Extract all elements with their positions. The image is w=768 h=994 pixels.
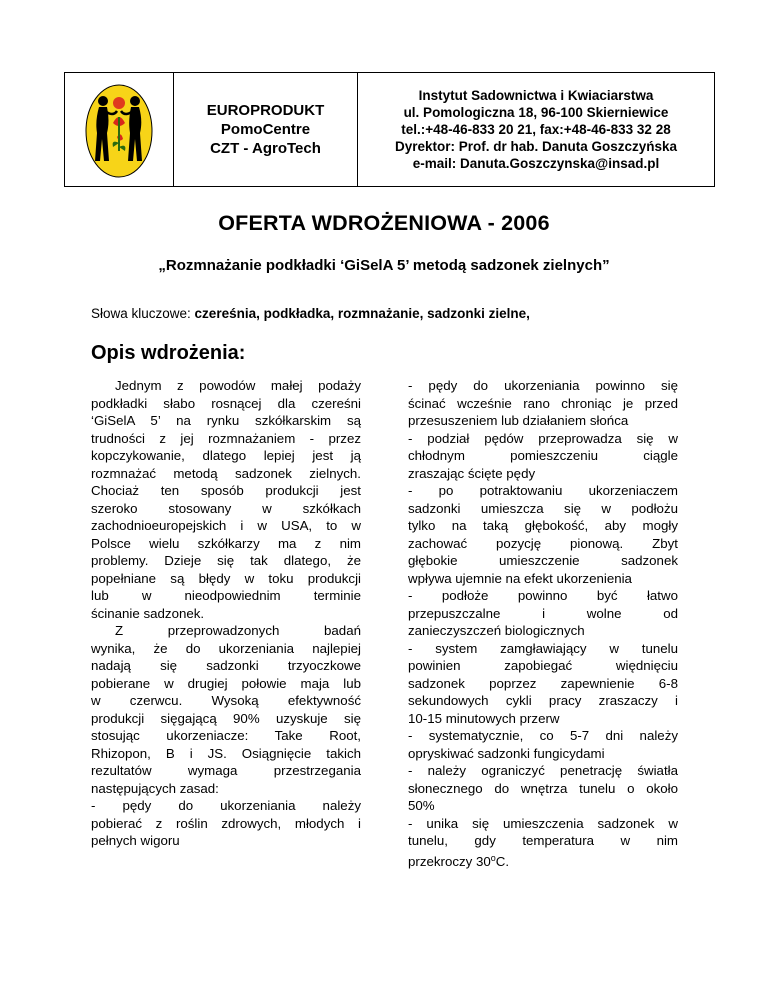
company-name: PomoCentre xyxy=(220,121,311,138)
text-line: podkładki słabo rosnącej dla czereśni xyxy=(91,395,361,411)
institute-name: Instytut Sadownictwa i Kwiaciarstwa xyxy=(418,88,654,103)
text-line: sekundowych cykli pracy zraszaczy i xyxy=(408,693,678,708)
text-line: zachodnioeuropejskich i w USA, to w xyxy=(91,518,361,533)
right-column xyxy=(408,377,678,870)
adam-and-eve-logo-icon xyxy=(83,81,155,179)
text-line: przesuszeniem lub działaniem słońca xyxy=(408,413,629,428)
text-line: ścinanie sadzonek. xyxy=(91,605,205,621)
text-line: popełniane są błędy w toku produkcji xyxy=(91,570,361,586)
text-line: opryskiwać sadzonki fungicydami xyxy=(408,745,605,761)
text-line: - po potraktowaniu ukorzeniaczem xyxy=(408,483,678,498)
text-line: zraszając ścięte pędy xyxy=(408,465,536,481)
text-line: produkcji sięgającą 90% uzyskuje się xyxy=(91,710,361,726)
text-line: - system zamgławiający w tunelu xyxy=(408,640,678,656)
text-line: pełnych wigoru xyxy=(91,833,180,848)
text-line: - należy ograniczyć penetrację światła xyxy=(408,763,678,778)
logo-cell xyxy=(65,73,174,186)
keywords-label: Słowa kluczowe: xyxy=(91,306,195,321)
text-line: - pędy do ukorzeniania należy xyxy=(91,798,361,813)
text-line: Polsce wielu szkółkarzy ma z nim xyxy=(91,535,361,551)
institute-address: ul. Pomologiczna 18, 96-100 Skierniewice xyxy=(403,105,669,120)
text-line: sadzonek poprzez zapewnienie 6-8 xyxy=(408,675,678,691)
keywords-value: czereśnia, podkładka, rozmnażanie, sadzonki zielne, xyxy=(194,306,530,321)
header-table xyxy=(64,72,715,187)
text-line: przepuszczalne i wolne od xyxy=(408,605,678,621)
text-line: Rhizopon, B i JS. Osiągnięcie takich xyxy=(91,745,361,761)
text-line: - podział pędów przeprowadza się w xyxy=(408,430,678,446)
company-name: EUROPRODUKT xyxy=(206,102,325,119)
text-line: zanieczyszczeń biologicznych xyxy=(408,623,585,638)
text-line: Chociaż ten sposób produkcji jest xyxy=(91,483,361,498)
text-line: nadają się sadzonki trzyoczkowe xyxy=(91,658,361,673)
text-line xyxy=(408,850,678,871)
page-title: OFERTA WDROŻENIOWA - 2006 xyxy=(218,211,550,235)
text-line: wpływa ujemnie na efekt ukorzenienia xyxy=(408,570,632,586)
text-line: wynika, że do ukorzeniania najlepiej xyxy=(91,640,361,656)
institute-phone: tel.:+48-46-833 20 21, fax:+48-46-833 32 28 xyxy=(401,122,671,137)
text-line: - pędy do ukorzeniania powinno się xyxy=(408,378,678,393)
text-line: w czerwcu. Wysoką efektywność xyxy=(91,693,361,708)
institute-cell xyxy=(358,73,714,186)
text-line: trudności z jej rozmnażaniem - przez xyxy=(91,430,361,446)
text-line: głębokie umieszczenie sadzonek xyxy=(408,553,678,568)
institute-email: e-mail: Danuta.Goszczynska@insad.pl xyxy=(412,156,660,171)
institute-director: Dyrektor: Prof. dr hab. Danuta Goszczyńska xyxy=(394,139,678,154)
text-line: pobierane w drugiej połowie maja lub xyxy=(91,675,361,691)
text-line: lub w nieodpowiednim terminie xyxy=(91,588,361,603)
text-line: szeroko stosowany w szkółkach xyxy=(91,500,361,516)
text-line: Jednym z powodów małej podaży xyxy=(115,378,361,393)
text-line: powinien zapobiegać więdnięciu xyxy=(408,658,678,673)
text-line: rezultatów wymaga przestrzegania xyxy=(91,763,361,778)
text-line: chłodnym pomieszczeniu ciągle xyxy=(408,448,678,463)
page-subtitle: „Rozmnażanie podkładki ‘GiSelA 5’ metodą sadzonek zielnych” xyxy=(158,257,610,274)
section-heading: Opis wdrożenia: xyxy=(91,342,246,364)
text-fragment: przekroczy 30 xyxy=(408,853,491,869)
text-line: zachować pozycję pionową. Zbyt xyxy=(408,535,678,551)
left-column xyxy=(91,377,361,850)
text-line: ‘GiSelA 5’ na rynku szkółkarskim są xyxy=(91,413,361,428)
text-line: pobierać z roślin zdrowych, młodych i xyxy=(91,815,361,831)
company-cell xyxy=(174,73,358,186)
text-line: 50% xyxy=(408,798,435,813)
text-line: ścinać wcześnie rano chroniąc je przed xyxy=(408,395,678,411)
text-line: - podłoże powinno być łatwo xyxy=(408,588,678,603)
text-line: rozmnażać metodą sadzonek zielnych. xyxy=(91,465,361,481)
text-line: słonecznego do wnętrza tunelu o około xyxy=(408,780,678,796)
company-name: CZT - AgroTech xyxy=(210,140,321,157)
keywords-line xyxy=(91,306,530,321)
text-line: - systematycznie, co 5-7 dni należy xyxy=(408,728,678,743)
text-line: Z przeprowadzonych badań xyxy=(115,623,361,638)
degree-superscript: o xyxy=(490,852,496,863)
text-fragment: C. xyxy=(495,853,510,869)
text-line: następujących zasad: xyxy=(91,780,219,796)
text-line: - unika się umieszczenia sadzonek w xyxy=(408,815,678,831)
text-line: tylko na taką głębokość, aby mogły xyxy=(408,518,678,533)
text-line: sadzonki umieszcza się w podłożu xyxy=(408,500,678,516)
text-line: stosując ukorzeniacze: Take Root, xyxy=(91,728,361,743)
text-line: kopczykowanie, dlatego lepiej jest ją xyxy=(91,448,361,463)
text-line: 10-15 minutowych przerw xyxy=(408,710,560,726)
text-line: problemy. Dzieje się tak dlatego, że xyxy=(91,553,361,568)
text-line: tunelu, gdy temperatura w nim xyxy=(408,833,678,848)
